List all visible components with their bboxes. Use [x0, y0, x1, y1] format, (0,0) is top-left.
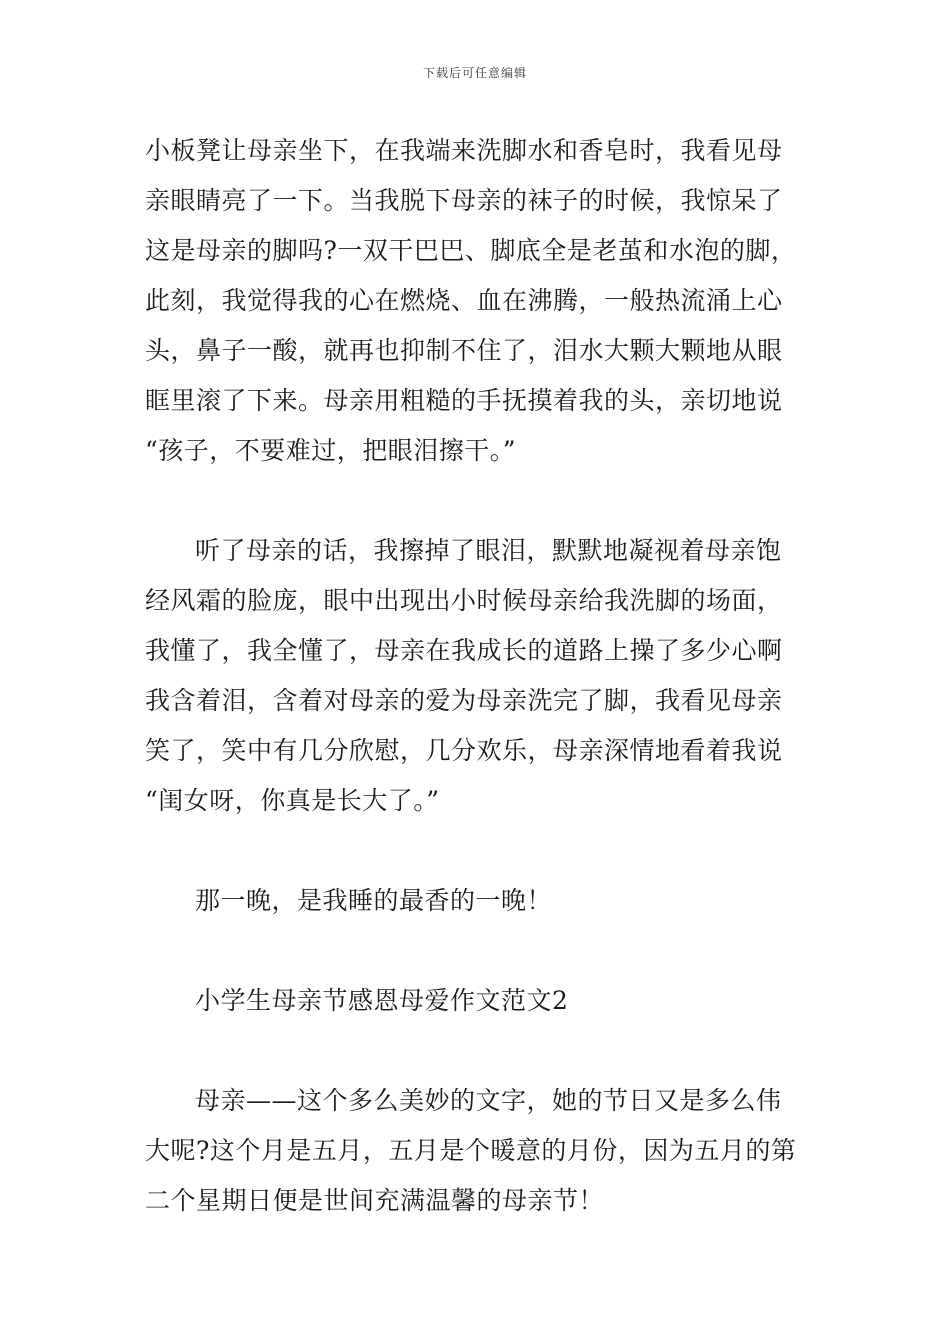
page-header: 下载后可任意编辑	[422, 66, 527, 80]
text-line: 母亲——这个多么美妙的文字，她的节日又是多么伟	[195, 1086, 782, 1115]
text-line: 此刻，我觉得我的心在燃烧、血在沸腾，一般热流涌上心	[145, 286, 783, 315]
section-heading	[145, 976, 807, 1026]
text-line: 小板凳让母亲坐下，在我端来洗脚水和香皂时，我看见母	[145, 136, 783, 165]
text-line: “孩子，不要难过，把眼泪擦干。”	[145, 436, 517, 465]
text-line: 亲眼睛亮了一下。当我脱下母亲的袜子的时候，我惊呆了	[145, 186, 783, 215]
text-line: 我懂了，我全懂了，母亲在我成长的道路上操了多少心啊	[145, 636, 783, 665]
text-line: 头，鼻子一酸，就再也抑制不住了，泪水大颗大颗地从眼	[145, 336, 783, 365]
text-line: 这是母亲的脚吗?一双干巴巴、脚底全是老茧和水泡的脚，	[145, 236, 797, 265]
text-line: 眶里滚了下来。母亲用粗糙的手抚摸着我的头，亲切地说	[145, 386, 783, 415]
paragraph	[145, 526, 807, 826]
text-line: 听了母亲的话，我擦掉了眼泪，默默地凝视着母亲饱	[195, 536, 782, 565]
document-body	[145, 126, 807, 1226]
text-line: 大呢?这个月是五月，五月是个暖意的月份，因为五月的第	[145, 1136, 797, 1165]
text-line: 经风霜的脸庞，眼中出现出小时候母亲给我洗脚的场面，	[145, 586, 783, 615]
paragraph	[145, 1076, 807, 1226]
essay-title: 小学生母亲节感恩母爱作文范文2	[195, 986, 569, 1015]
paragraph	[145, 876, 807, 926]
text-line: 笑了，笑中有几分欣慰，几分欢乐，母亲深情地看着我说	[145, 736, 783, 765]
text-line: “闺女呀，你真是长大了。”	[145, 786, 440, 815]
paragraph	[145, 126, 807, 476]
text-line: 我含着泪，含着对母亲的爱为母亲洗完了脚，我看见母亲	[145, 686, 783, 715]
text-line: 那一晚，是我睡的最香的一晚！	[195, 886, 553, 915]
text-line: 二个星期日便是世间充满温馨的母亲节！	[145, 1186, 605, 1215]
